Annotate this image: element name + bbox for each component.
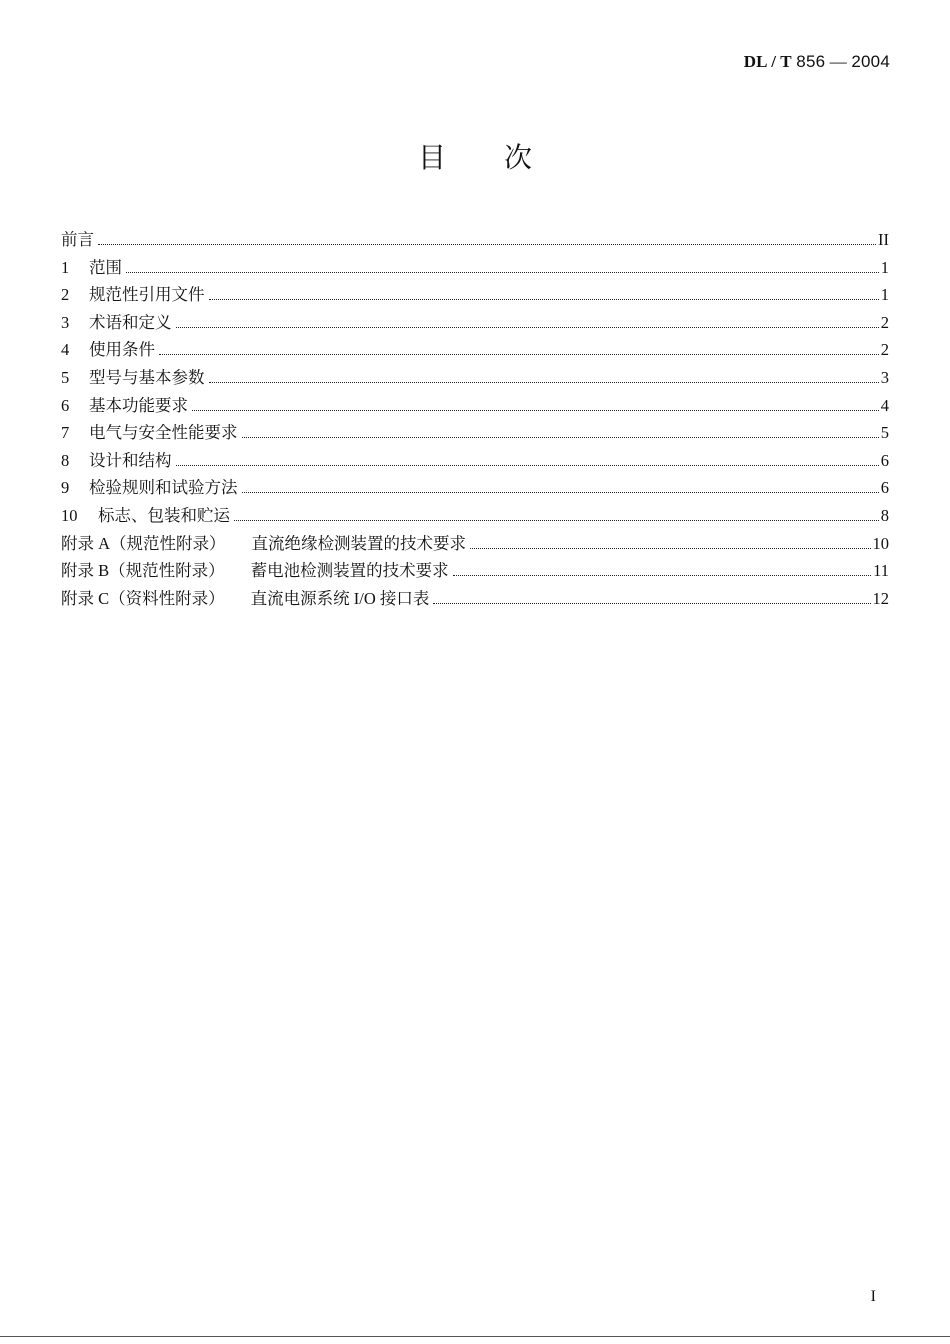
toc-entry-label: 蓄电池检测装置的技术要求 xyxy=(250,561,449,581)
toc-entry-page: 3 xyxy=(880,367,889,387)
toc-entry-3[interactable] xyxy=(61,309,889,337)
toc-leader xyxy=(242,491,879,493)
toc-entry-label: 直流电源系统 I/O 接口表 xyxy=(250,588,430,608)
toc-entry-label: 规范性引用文件 xyxy=(89,285,205,305)
toc-entry-number: 3 xyxy=(61,312,70,332)
toc-leader xyxy=(242,436,879,438)
toc-entry-8[interactable] xyxy=(61,447,889,475)
toc-leader xyxy=(176,326,879,328)
toc-leader xyxy=(234,519,879,521)
toc-entry-label: 标志、包装和贮运 xyxy=(98,505,230,525)
toc-entry-label: 前言 xyxy=(61,230,94,249)
standard-code: 856 xyxy=(796,52,826,71)
toc-leader xyxy=(470,547,870,549)
toc-entry-4[interactable] xyxy=(61,336,889,364)
toc-entry-page: 4 xyxy=(880,395,889,415)
toc-entry-label: 电气与安全性能要求 xyxy=(89,423,238,443)
toc-appendix-prefix: 附录 C（资料性附录） xyxy=(61,588,225,608)
toc-appendix-prefix: 附录 B（规范性附录） xyxy=(61,561,225,581)
toc-entry-label: 术语和定义 xyxy=(89,312,172,332)
toc-entry-page: 6 xyxy=(880,478,889,498)
toc-entry-label: 检验规则和试验方法 xyxy=(89,478,238,498)
toc-leader xyxy=(209,298,879,300)
toc-entry-number: 5 xyxy=(61,367,70,387)
page-title xyxy=(0,136,950,176)
toc-entry-page: 1 xyxy=(880,285,889,305)
toc-entry-label: 基本功能要求 xyxy=(89,395,188,415)
toc-entry-label: 型号与基本参数 xyxy=(89,367,205,387)
toc-leader xyxy=(209,381,879,383)
toc-entry-1[interactable] xyxy=(61,254,889,282)
toc-leader xyxy=(176,464,879,466)
standard-dash: — xyxy=(829,52,847,71)
toc-entry-number: 4 xyxy=(61,340,70,360)
toc-entry-page: 8 xyxy=(880,505,889,525)
page-number: I xyxy=(870,1288,876,1305)
toc-leader xyxy=(192,409,879,411)
toc-entry-number: 2 xyxy=(61,285,70,305)
toc-entry-appendix-b[interactable] xyxy=(61,557,889,585)
toc-leader xyxy=(126,271,879,273)
toc-entry-appendix-a[interactable] xyxy=(61,530,889,558)
toc-entry-9[interactable] xyxy=(61,474,889,502)
toc-entry-number: 8 xyxy=(61,450,70,470)
toc-appendix-prefix: 附录 A（规范性附录） xyxy=(61,533,226,553)
toc-entry-6[interactable] xyxy=(61,392,889,420)
toc-entry-10[interactable] xyxy=(61,502,889,530)
title-char-1: 目 xyxy=(417,141,446,174)
toc-entry-label: 直流绝缘检测装置的技术要求 xyxy=(251,533,467,553)
toc-entry-appendix-c[interactable] xyxy=(61,585,889,613)
toc-entry-page: 6 xyxy=(880,450,889,470)
toc-entry-5[interactable] xyxy=(61,364,889,392)
toc-entry-number: 9 xyxy=(61,478,70,498)
standard-number xyxy=(744,52,890,72)
toc-entry-page: 5 xyxy=(880,423,889,443)
toc-entry-foreword[interactable] xyxy=(61,226,889,254)
toc-entry-number: 1 xyxy=(61,257,70,277)
toc-entry-page: 1 xyxy=(880,257,889,277)
toc-entry-label: 使用条件 xyxy=(89,340,155,360)
standard-prefix: DL / T xyxy=(743,52,792,71)
toc-leader xyxy=(453,574,871,576)
toc-leader xyxy=(433,602,870,604)
toc-entry-number: 6 xyxy=(61,395,70,415)
toc-entry-page: 2 xyxy=(880,340,889,360)
toc-entry-number: 7 xyxy=(61,423,70,443)
standard-year: 2004 xyxy=(851,52,890,71)
toc-leader xyxy=(159,353,879,355)
toc-entry-label: 范围 xyxy=(89,257,122,277)
toc-entry-label: 设计和结构 xyxy=(89,450,172,470)
toc-entry-number: 10 xyxy=(61,505,78,525)
page-bottom-rule xyxy=(0,1336,950,1337)
toc-entry-page: II xyxy=(878,230,889,249)
toc-entry-page: 2 xyxy=(880,312,889,332)
toc-entry-page: 10 xyxy=(872,533,889,553)
toc-leader xyxy=(98,243,876,245)
toc-entry-page: 11 xyxy=(873,561,889,581)
title-char-2: 次 xyxy=(504,141,533,174)
table-of-contents xyxy=(61,226,889,612)
toc-entry-7[interactable] xyxy=(61,419,889,447)
toc-entry-2[interactable] xyxy=(61,281,889,309)
toc-entry-page: 12 xyxy=(872,588,889,608)
